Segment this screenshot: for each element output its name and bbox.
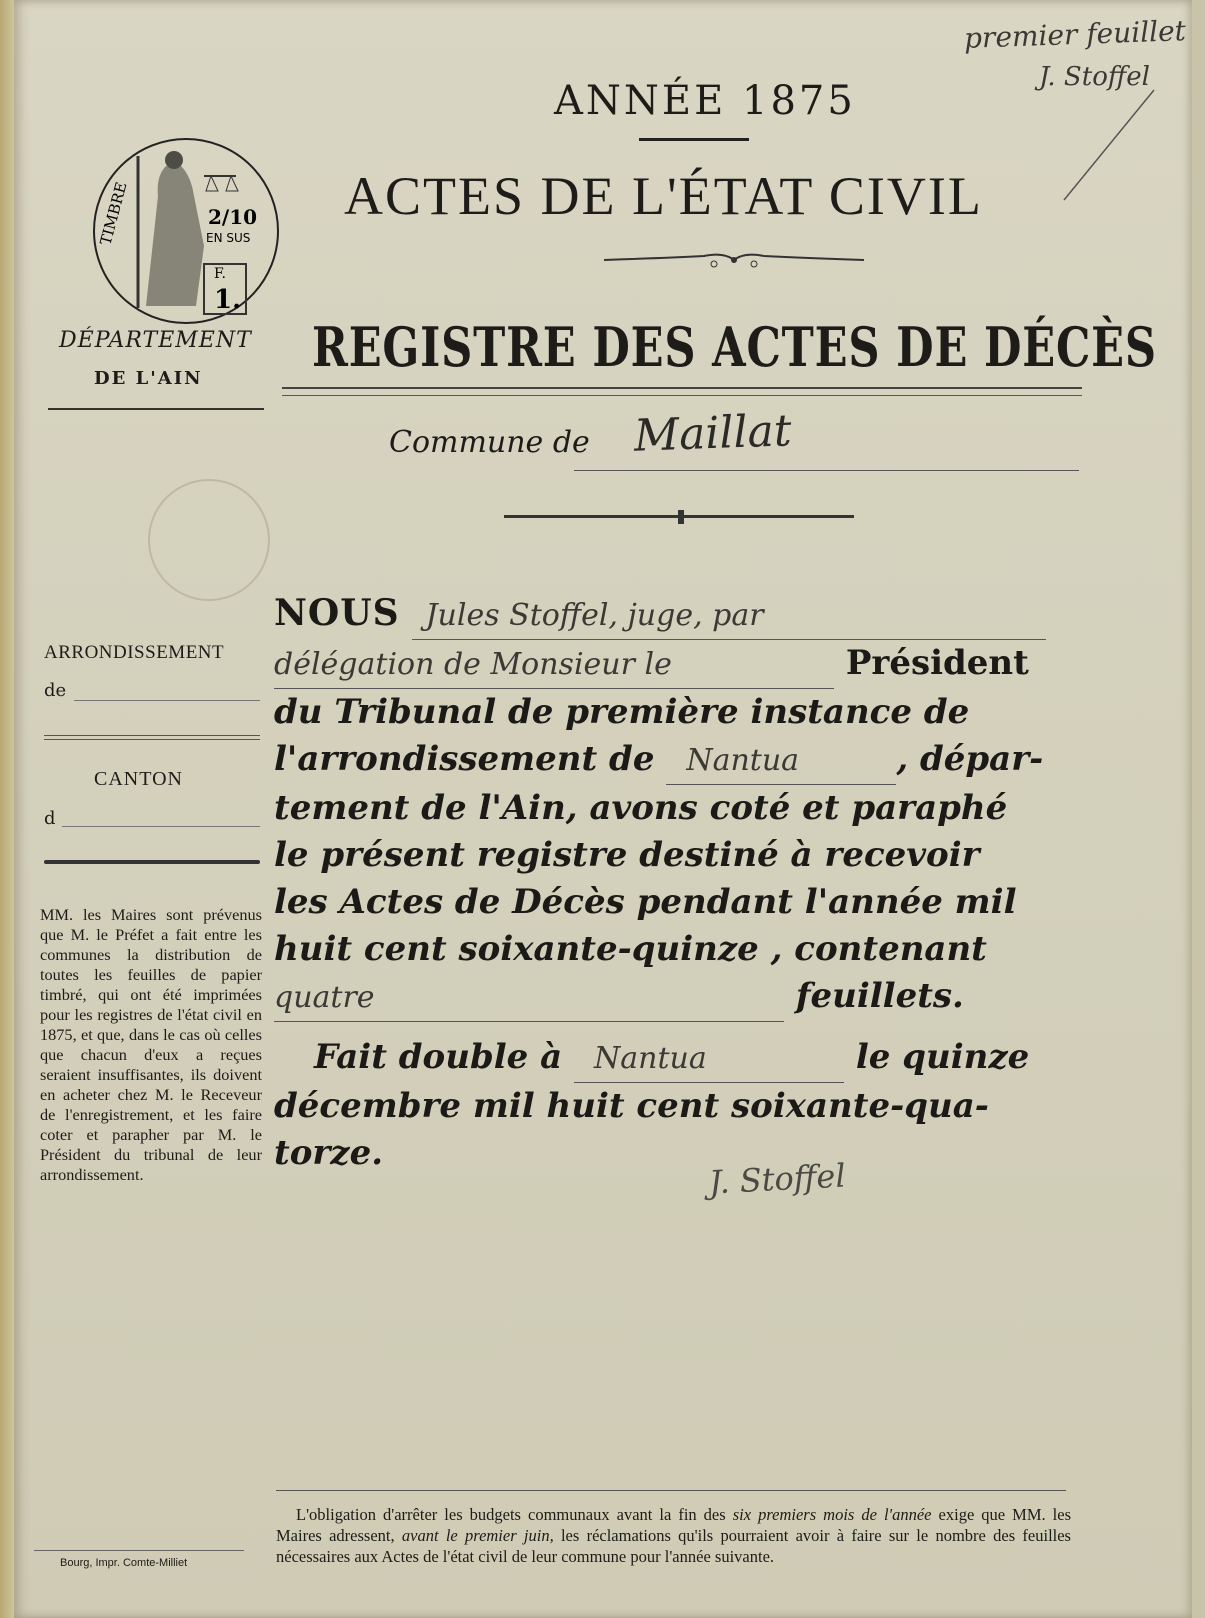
commune-label: Commune de (389, 425, 590, 460)
left-rule-1 (44, 735, 260, 740)
footer-text-b: six premiers mois de l'année (732, 1505, 932, 1524)
departement-text: , dépar- (896, 739, 1044, 779)
ornament-divider (604, 248, 864, 272)
left-rule-2 (44, 860, 260, 864)
signing-city-handwritten: Nantua (574, 1035, 844, 1083)
le-quinze-text: le quinze (855, 1037, 1030, 1077)
stamp-price: 2/10 (208, 205, 258, 229)
year-heading: ANNÉE 1875 (554, 78, 856, 124)
margin-note-premier-feuillet: premier feuillet (963, 14, 1187, 55)
stamp-word: TIMBRE (96, 180, 131, 248)
commune-fill-line (574, 470, 1079, 471)
commune-name-handwritten: Maillat (633, 405, 793, 462)
section-rule-dot (678, 510, 684, 524)
arrondissement-fill-line (74, 700, 260, 701)
faint-embossed-seal (144, 470, 274, 610)
margin-flourish (1054, 80, 1164, 210)
printer-imprint: Bourg, Impr. Comte-Milliet (60, 1557, 188, 1569)
page-title: ACTES DE L'ÉTAT CIVIL (344, 166, 983, 226)
footer-text-e: les réclamations qu'ils pourraient avoir à faire sur le nombre des feuilles nécessaires aux Actes de l'état civil de leur commune pour l'année suivante. (276, 1526, 1071, 1566)
body-line-5: tement de l'Ain, avons coté et paraphé (274, 788, 1008, 828)
page-count-handwritten: quatre (274, 974, 784, 1022)
stamp-department: DÉPARTEMENT (59, 328, 252, 353)
body-line-12: torze. (274, 1133, 384, 1173)
canton-d: d (44, 808, 56, 829)
body-line-9 (274, 973, 1084, 1022)
body-line-2 (274, 640, 1084, 689)
body-line-10 (274, 1034, 1084, 1083)
fait-double-text: Fait double à (314, 1037, 563, 1077)
register-page (14, 0, 1192, 1618)
body-line-8: huit cent soixante-quinze , contenant (274, 929, 987, 969)
stamp-one: 1. (214, 285, 242, 315)
mayors-notice: MM. les Maires sont prévenus que M. le Préfet a fait entre les communes la distribution de toutes les feuilles de papier timbré, qui ont été imprimées pour les registres de l'état civil en 1875, et que, dans le cas où celles que chacun d'eux a reçues seraient insuffisantes, ils doivent en acheter chez M. le Receveur de l'enregistrement, et les faire coter et parapher par M. le Président du tribunal de leur arrondissement. (40, 905, 262, 1184)
arrondissement-de: de (44, 680, 67, 701)
margin-note-signature: J. Stoffel (1039, 62, 1150, 92)
stamp-f: F. (214, 266, 226, 282)
feuillets-word: feuillets. (795, 976, 964, 1016)
arrondissement-de-text: l'arrondissement de (274, 739, 655, 779)
title-double-rule (282, 387, 1082, 396)
stamp-dept-name: DE L'AIN (94, 368, 203, 389)
body-line-6: le présent registre destiné à recevoir (274, 835, 980, 875)
body-line-1 (274, 590, 1084, 640)
arrondissement-city-handwritten: Nantua (666, 737, 896, 785)
delegation-handwritten: délégation de Monsieur le (274, 641, 834, 689)
certification-text (274, 590, 1084, 1177)
body-line-7: les Actes de Décès pendant l'année mil (274, 882, 1017, 922)
register-title: REGISTRE DES ACTES DE DÉCÈS (312, 315, 1157, 379)
footer-text-a: L'obligation d'arrêter les budgets communaux avant la fin des (296, 1505, 733, 1524)
body-line-3: du Tribunal de première instance de (274, 692, 970, 732)
body-line-4 (274, 736, 1084, 785)
year-rule (639, 138, 749, 141)
stamp-price-sub: EN SUS (206, 231, 251, 245)
canton-label: CANTON (94, 768, 183, 790)
body-line-11: décembre mil huit cent soixante-qua- (274, 1086, 989, 1126)
footer-notice (276, 1504, 1071, 1567)
footer-text-c: exige que MM. les Maires adressent, (276, 1505, 1071, 1545)
tax-stamp-seal (86, 136, 286, 326)
footer-text-d: avant le premier juin, (401, 1526, 554, 1545)
arrondissement-label: ARRONDISSEMENT (44, 642, 225, 663)
judge-name-handwritten: Jules Stoffel, juge, par (412, 592, 1046, 640)
canton-fill-line (62, 826, 260, 827)
footer-rule (276, 1490, 1066, 1491)
printer-rule (34, 1550, 244, 1551)
stamp-rule (48, 408, 264, 410)
nous-word: NOUS (274, 592, 400, 634)
judge-signature: J. Stoffel (708, 1156, 847, 1202)
president-word: Président (845, 643, 1029, 683)
